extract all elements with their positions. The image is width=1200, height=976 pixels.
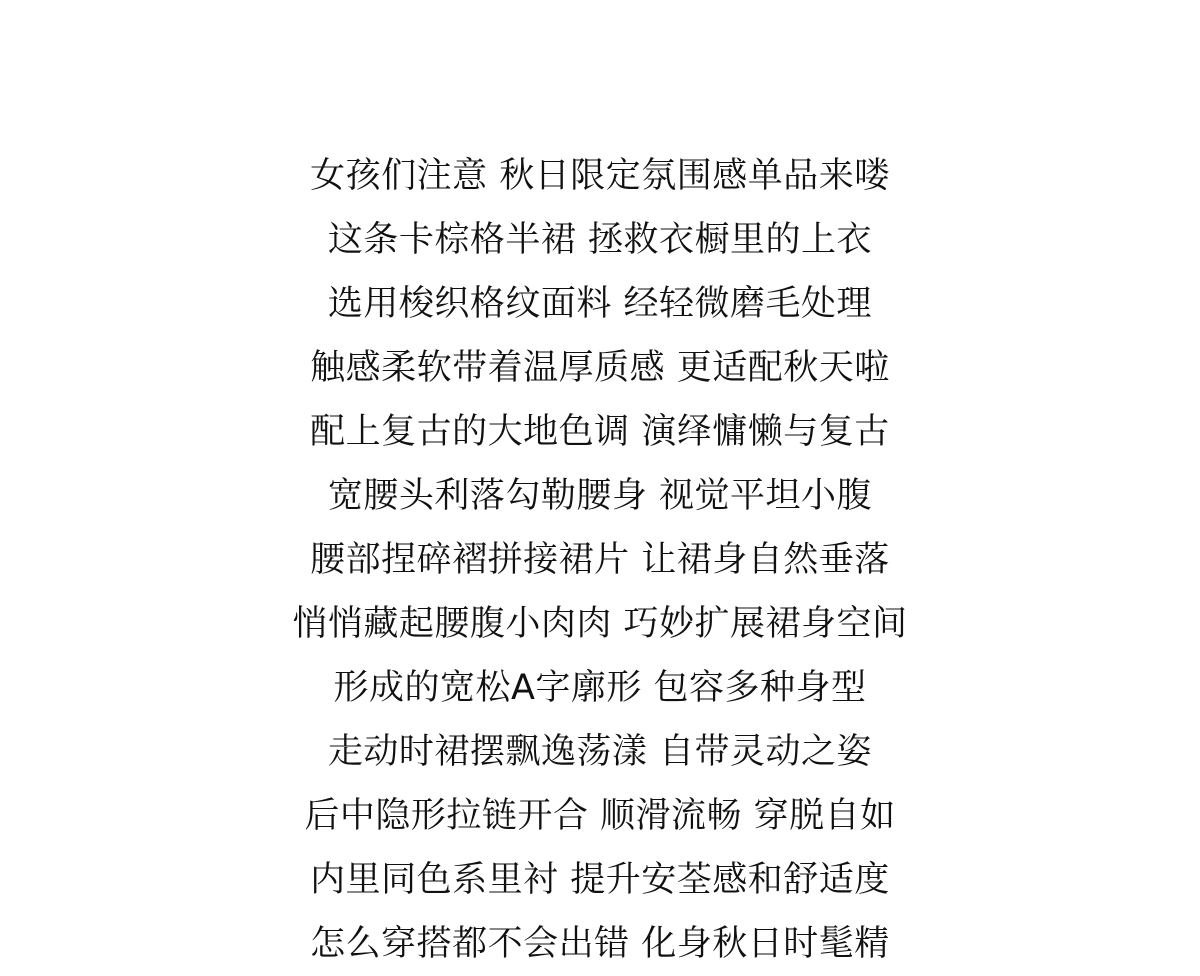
description-line: 选用梭织格纹面料 经轻微磨毛处理 [327,284,873,324]
description-line: 内里同色系里衬 提升安荃感和舒适度 [310,860,890,900]
description-line: 怎么穿搭都不会出错 化身秋日时髦精 [310,924,890,964]
description-line: 触感柔软带着温厚质感 更适配秋天啦 [310,348,890,388]
description-line: 后中隐形拉链开合 顺滑流畅 穿脱自如 [304,796,896,836]
description-line: 悄悄藏起腰腹小肉肉 巧妙扩展裙身空间 [292,604,908,644]
description-line: 宽腰头利落勾勒腰身 视觉平坦小腹 [327,476,873,516]
product-description [0,144,1200,976]
description-line: 腰部捏碎褶拼接裙片 让裙身自然垂落 [310,540,890,580]
description-line: 形成的宽松A字廓形 包容多种身型 [333,668,867,708]
description-line: 走动时裙摆飘逸荡漾 自带灵动之姿 [327,732,873,772]
description-line: 这条卡棕格半裙 拯救衣橱里的上衣 [327,220,873,260]
description-line: 配上复古的大地色调 演绎慵懒与复古 [310,412,890,452]
description-line: 女孩们注意 秋日限定氛围感单品来喽 [310,156,890,196]
